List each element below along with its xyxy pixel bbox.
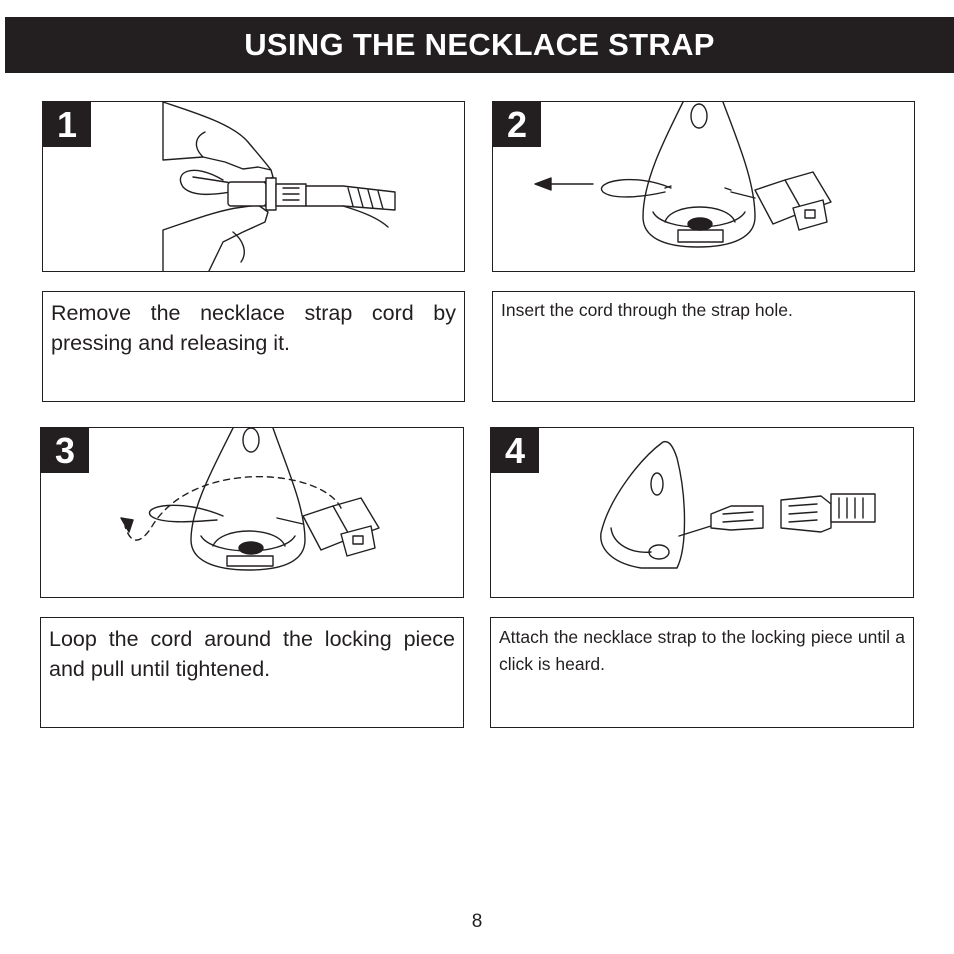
step-2-number-badge: 2 (493, 102, 541, 147)
step-1-instruction: Remove the necklace strap cord by pressing and releasing it. (42, 291, 465, 402)
step-1-illustration-panel (42, 101, 465, 272)
hands-squeezing-buckle-illustration (43, 102, 465, 272)
step-1-number-badge: 1 (43, 102, 91, 147)
step-4-illustration-panel (490, 427, 914, 598)
step-4-number-badge: 4 (491, 428, 539, 473)
attach-strap-to-locking-piece-illustration (491, 428, 914, 598)
loop-cord-around-locking-piece-illustration (41, 428, 464, 598)
step-2-instruction: Insert the cord through the strap hole. (492, 291, 915, 402)
step-3-illustration-panel (40, 427, 464, 598)
step-2-illustration-panel (492, 101, 915, 272)
page-title: USING THE NECKLACE STRAP (5, 17, 954, 73)
cord-through-strap-hole-illustration (493, 102, 915, 272)
step-3-number-badge: 3 (41, 428, 89, 473)
step-4-instruction: Attach the necklace strap to the locking piece until a click is heard. (490, 617, 914, 728)
step-3-instruction: Loop the cord around the locking piece and pull until tightened. (40, 617, 464, 728)
page-number: 8 (471, 911, 483, 932)
